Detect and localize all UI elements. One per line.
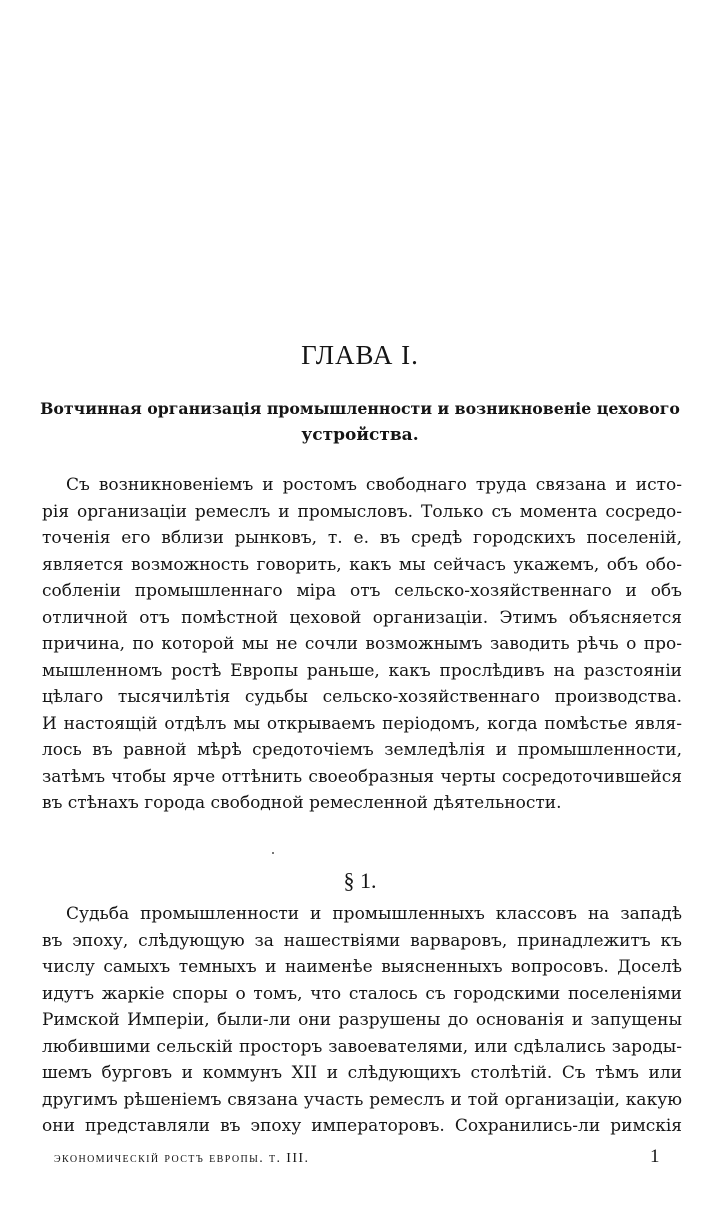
text-line: мышленномъ ростѣ Европы раньше, какъ прослѣдивъ на разстояніи — [42, 660, 682, 681]
text-line: отличной отъ помѣстной цеховой организаціи. Этимъ объясняется — [42, 607, 682, 628]
page-number: 1 — [650, 1146, 660, 1167]
text-line: затѣмъ чтобы ярче оттѣнить своеобразныя черты сосредоточившейся — [42, 766, 682, 787]
text-line: другимъ рѣшеніемъ связана участь ремеслъ и той организаціи, какую — [42, 1089, 682, 1110]
chapter-title: ГЛАВА I. — [301, 340, 419, 370]
text-line: собленіи промышленнаго міра отъ сельско-хозяйственнаго и объ — [42, 581, 682, 601]
section-paragraph — [42, 901, 682, 1140]
text-line: причина, по которой мы не сочли возможнымъ заводить рѣчь о про- — [42, 634, 682, 654]
subtitle-line: Вотчинная организація промышленности и возникновеніе цехового — [40, 399, 680, 418]
text-line: любившими сельскій просторъ завоевателями, или сдѣлались зароды- — [42, 1036, 682, 1057]
text-line: въ стѣнахъ города свободной ремесленной дѣятельности. — [42, 793, 562, 813]
ink-speck — [272, 852, 274, 854]
text-line: Судьба промышленности и промышленныхъ классовъ на западѣ — [66, 904, 682, 924]
text-line: И настоящій отдѣлъ мы открываемъ періодомъ, когда помѣстье явля- — [42, 713, 682, 734]
text-line: въ эпоху, слѣдующую за нашествіями варваровъ, принадлежитъ къ — [42, 930, 682, 951]
text-line: лось въ равной мѣрѣ средоточіемъ земледѣлія и промышленности, — [42, 740, 682, 760]
text-line: является возможность говорить, какъ мы сейчасъ укажемъ, объ обо- — [42, 554, 682, 575]
text-line: цѣлаго тысячилѣтія судьбы сельско-хозяйственнаго производства. — [42, 687, 682, 707]
section-mark: § 1. — [343, 868, 377, 893]
subtitle-line: устройства. — [301, 425, 419, 445]
text-line: Съ возникновеніемъ и ростомъ свободнаго труда связана и исто- — [66, 475, 682, 495]
text-line: точенія его вблизи рынковъ, т. е. въ средѣ городскихъ поселеній, — [42, 528, 682, 548]
chapter-subtitle — [36, 395, 684, 449]
text-line: они представляли въ эпоху императоровъ. Сохранились-ли римскія — [42, 1116, 682, 1136]
text-line: Римской Имперіи, были-ли они разрушены до основанія и запущены — [42, 1010, 682, 1030]
intro-paragraph — [42, 472, 682, 817]
text-line: шемъ бурговъ и коммунъ XII и слѣдующихъ столѣтій. Съ тѣмъ или — [42, 1063, 682, 1083]
text-line: рія организаціи ремеслъ и промысловъ. Только съ момента сосредо- — [42, 501, 682, 522]
running-title: экономическій ростъ европы. т. III. — [54, 1151, 310, 1166]
text-line: числу самыхъ темныхъ и наименѣе выясненныхъ вопросовъ. Доселѣ — [42, 957, 682, 977]
text-line: идутъ жаркіе споры о томъ, что сталось съ городскими поселеніями — [42, 983, 682, 1004]
